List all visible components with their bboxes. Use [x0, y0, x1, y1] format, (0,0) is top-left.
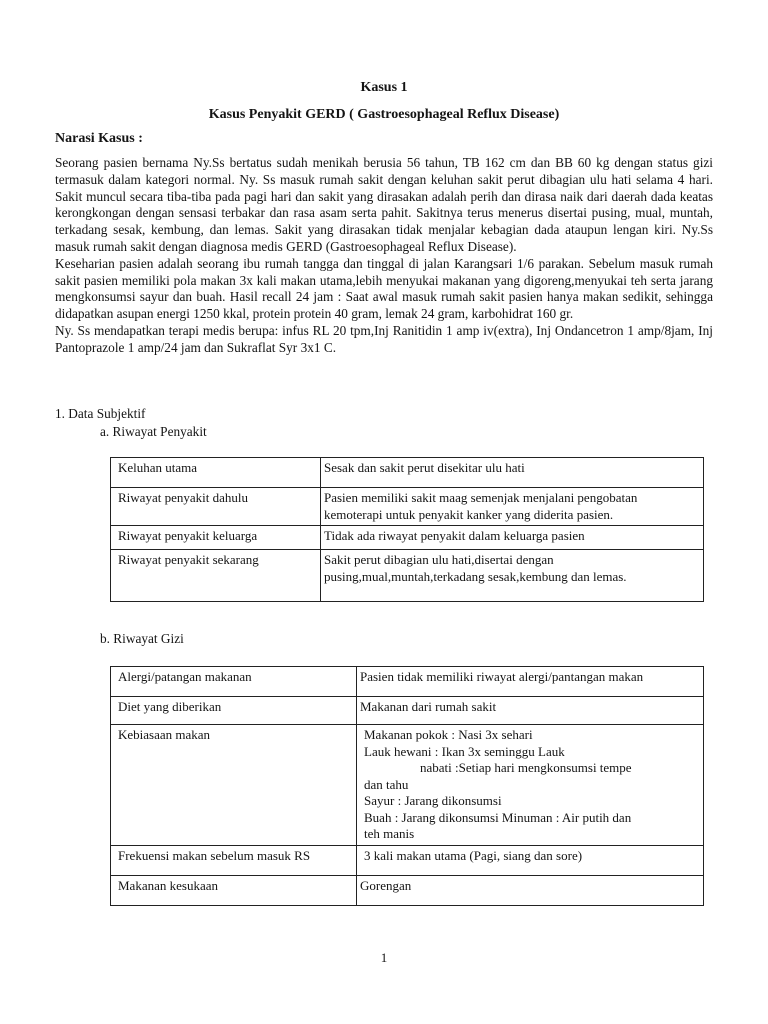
subsection-heading-riwayat-gizi: b. Riwayat Gizi [100, 631, 184, 646]
narasi-paragraph: Ny. Ss mendapatkan terapi medis berupa: infus RL 20 tpm,Inj Ranitidin 1 amp iv(extra), Inj Ondancetron 1 amp/8jam, Inj Pantoprazole 1 amp/24 jam dan Sukraflat Syr 3x1 C. [55, 322, 713, 355]
row-value: 3 kali makan utama (Pagi, siang dan sore) [357, 845, 704, 875]
habit-line: Buah : Jarang dikonsumsi Minuman : Air putih dan [364, 809, 632, 825]
table-row [111, 875, 704, 905]
habit-line: Lauk hewani : Ikan 3x seminggu Lauk [364, 743, 565, 759]
row-label: Diet yang diberikan [111, 697, 357, 725]
row-value: Pasien memiliki sakit maag semenjak menjalani pengobatan kemoterapi untuk penyakit kanker yang diderita pasien. [321, 488, 704, 526]
riwayat-penyakit-table [110, 457, 704, 602]
row-value: Gorengan [357, 875, 704, 905]
row-label: Riwayat penyakit sekarang [111, 550, 321, 602]
habit-line: Makanan pokok : Nasi 3x sehari [364, 727, 533, 742]
table-row [111, 550, 704, 602]
table-row [111, 458, 704, 488]
table-row [111, 845, 704, 875]
row-label: Makanan kesukaan [111, 875, 357, 905]
row-label: Frekuensi makan sebelum masuk RS [111, 845, 357, 875]
habit-line: dan tahu [364, 776, 409, 792]
narasi-paragraph: Keseharian pasien adalah seorang ibu rumah tangga dan tinggal di jalan Karangsari 1/6 parakan. Sebelum masuk rumah sakit pasien memiliki pola makan 3x kali makan utama,lebih menyukai makanan yang digoreng,menyukai teh serta jarang mengkonsumsi sayur dan buah. Hasil recall 24 jam : Saat awal masuk rumah sakit pasien hanya makan sedikit, sehingga didapatkan asupan energi 1250 kkal, protein protein 40 gram, lemak 24 gram, karbohidrat 160 gr. [55, 255, 713, 322]
table-row [111, 697, 704, 725]
row-value: Tidak ada riwayat penyakit dalam keluarga pasien [321, 526, 704, 550]
row-value: Pasien tidak memiliki riwayat alergi/pantangan makan [357, 667, 704, 697]
narasi-paragraph: Seorang pasien bernama Ny.Ss bertatus sudah menikah berusia 56 tahun, TB 162 cm dan BB 60 kg dengan status gizi termasuk dalam kategori normal. Ny. Ss masuk rumah sakit dengan keluhan sakit perut dibagian ulu hati selama 4 hari. Sakit muncul secara tiba-tiba pada pagi hari dan sakit yang dirasakan adalah perih dan dirasa naik dari daerah dada keatas kerongkongan dengan sensasi terbakar dan rasa asam serta pahit. Sakitnya terus menerus disertai pusing, mual, muntah, terkadang sesak, kembung, dan lemas. Sakit yang dirasakan tidak menjalar kebagian dada ataupun lengan kiri. Ny.Ss masuk rumah sakit dengan diagnosa medis GERD (Gastroesophageal Reflux Disease). [55, 155, 713, 254]
row-label: Riwayat penyakit dahulu [111, 488, 321, 526]
habit-line: nabati :Setiap hari mengkonsumsi tempe [420, 760, 632, 775]
habit-line: Sayur : Jarang dikonsumsi [364, 793, 502, 808]
narasi-text [55, 155, 713, 357]
habit-line: teh manis [364, 826, 415, 841]
row-value-kebiasaan [357, 725, 704, 846]
case-subtitle: Kasus Penyakit GERD ( Gastroesophageal Reflux Disease) [208, 107, 560, 122]
narasi-heading: Narasi Kasus : [55, 131, 143, 146]
subsection-heading-riwayat-penyakit: a. Riwayat Penyakit [100, 424, 207, 439]
section-heading-data-subjektif: 1. Data Subjektif [55, 406, 146, 421]
table-row [111, 667, 704, 697]
table-row [111, 488, 704, 526]
table-row [111, 526, 704, 550]
row-value: Makanan dari rumah sakit [357, 697, 704, 725]
row-label: Kebiasaan makan [111, 725, 357, 846]
table-row [111, 725, 704, 846]
row-value: Sesak dan sakit perut disekitar ulu hati [321, 458, 704, 488]
row-label: Riwayat penyakit keluarga [111, 526, 321, 550]
riwayat-gizi-table [110, 666, 704, 906]
page-title: Kasus 1 [360, 80, 408, 95]
row-label: Alergi/patangan makanan [111, 667, 357, 697]
page-number: 1 [380, 950, 388, 965]
row-label: Keluhan utama [111, 458, 321, 488]
row-value: Sakit perut dibagian ulu hati,disertai dengan pusing,mual,muntah,terkadang sesak,kembung dan lemas. [321, 550, 704, 602]
